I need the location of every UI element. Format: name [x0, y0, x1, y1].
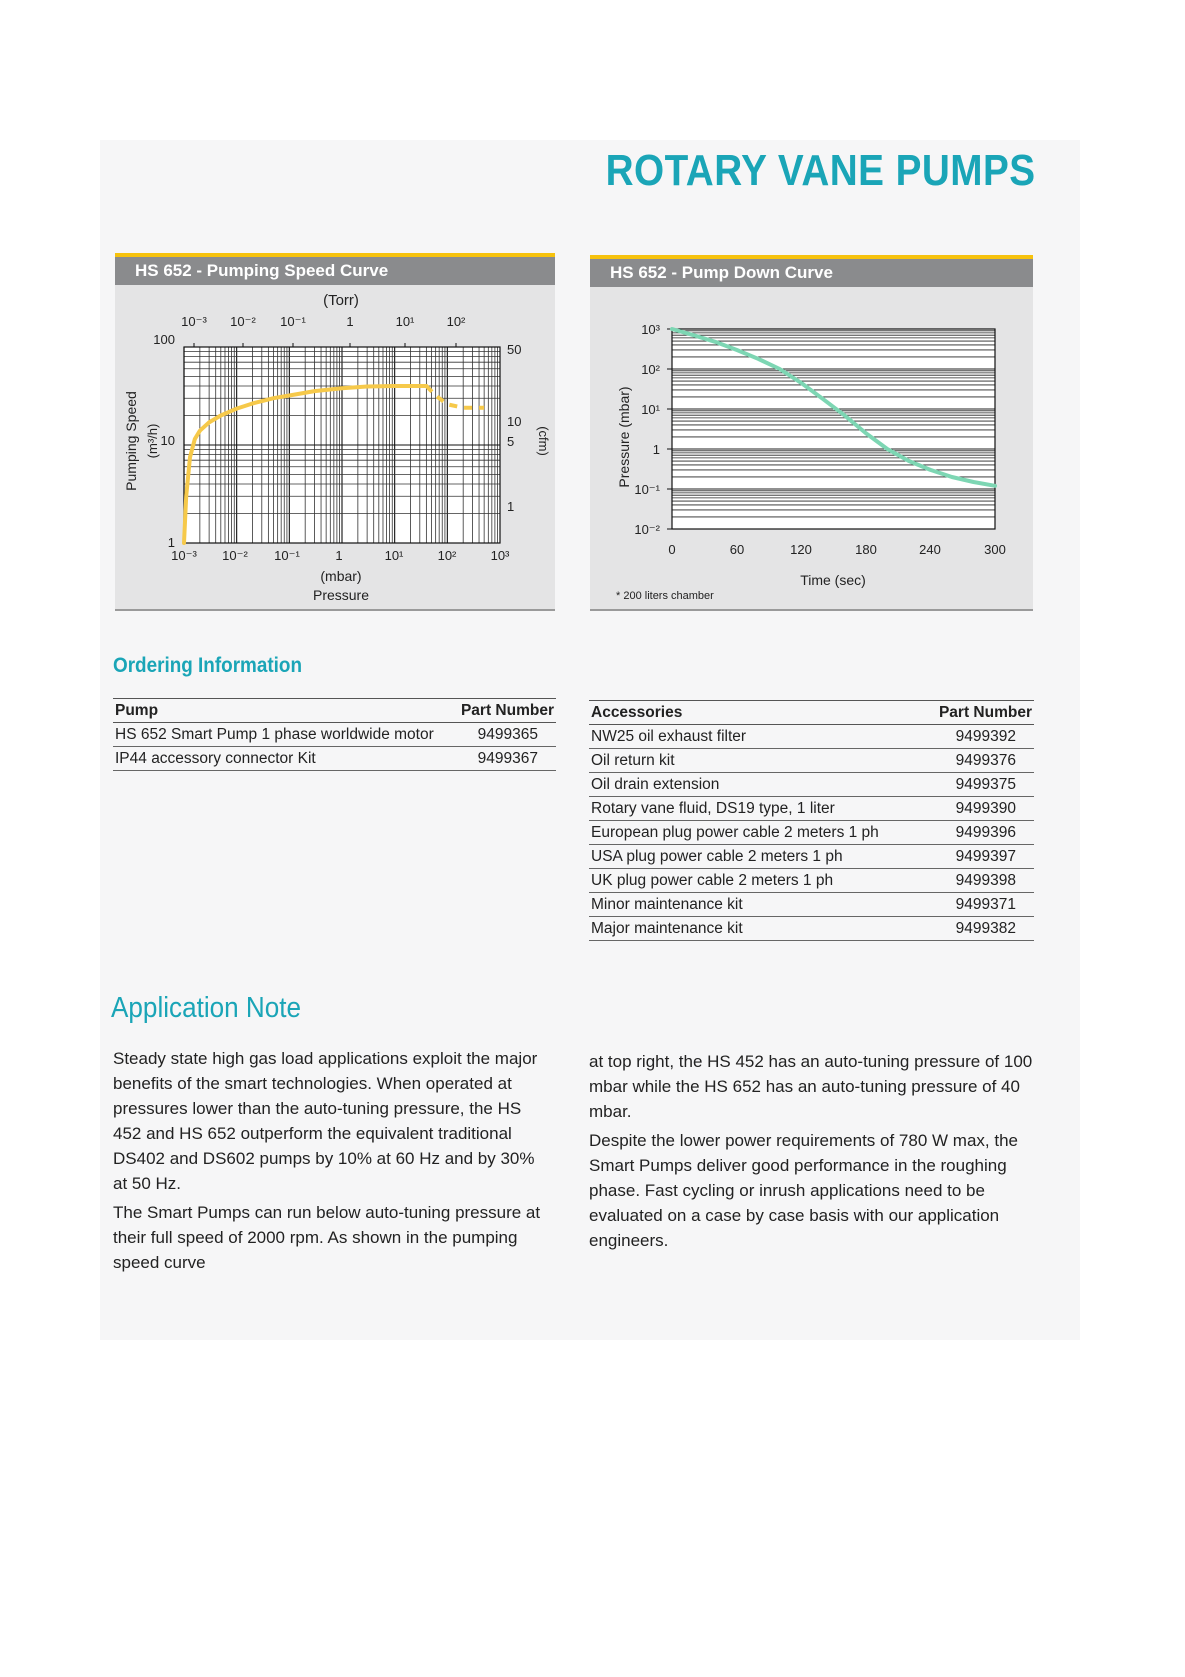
table-row — [589, 797, 1034, 821]
mbar-tick: 10⁻² — [222, 548, 248, 563]
x-tick: 120 — [790, 542, 812, 557]
torr-label: (Torr) — [323, 292, 359, 309]
column-header: Accessories — [589, 701, 924, 725]
y-tick: 1 — [652, 442, 660, 457]
y2-tick: 1 — [507, 499, 515, 514]
torr-tick: 10¹ — [395, 314, 415, 329]
y-tick: 10³ — [641, 322, 660, 337]
x-unit: (mbar) — [320, 568, 362, 584]
mbar-tick: 10¹ — [384, 548, 404, 563]
down-grid — [667, 329, 995, 529]
part-number: 9499396 — [924, 821, 1034, 845]
pump-table — [113, 698, 556, 771]
paragraph: Despite the lower power requirements of 780 W max, the Smart Pumps deliver good performance in the roughing phase. Fast cycling or inrush applications need to be evaluated on a case by case basis with our application engineers. — [589, 1131, 1018, 1250]
pumping-speed-header: HS 652 - Pumping Speed Curve — [115, 257, 555, 285]
mbar-tick: 10⁻¹ — [274, 548, 300, 563]
y-tick: 1 — [167, 535, 175, 550]
x-tick: 300 — [984, 542, 1006, 557]
part-number: 9499367 — [454, 747, 556, 771]
table-row — [589, 821, 1034, 845]
y-label: Pressure (mbar) — [616, 386, 632, 488]
y-tick: 10² — [641, 362, 660, 377]
item-description: European plug power cable 2 meters 1 ph — [589, 821, 924, 845]
x-tick: 240 — [919, 542, 941, 557]
table-header-row — [589, 701, 1034, 725]
mbar-tick: 10² — [437, 548, 457, 563]
torr-tick: 10⁻³ — [181, 314, 207, 329]
table-row — [589, 725, 1034, 749]
y-unit: (m³/h) — [145, 423, 160, 459]
y-tick: 10¹ — [641, 402, 660, 417]
x-tick: 0 — [668, 542, 676, 557]
table-row — [113, 723, 556, 747]
torr-tick: 1 — [346, 314, 354, 329]
x-tick: 60 — [729, 542, 745, 557]
pumping-speed-panel — [115, 253, 555, 611]
table-row — [589, 893, 1034, 917]
item-description: Rotary vane fluid, DS19 type, 1 liter — [589, 797, 924, 821]
page-title: ROTARY VANE PUMPS — [605, 146, 1035, 195]
pump-down-chart — [590, 287, 1033, 603]
item-description: UK plug power cable 2 meters 1 ph — [589, 869, 924, 893]
item-description: Oil return kit — [589, 749, 924, 773]
item-description: USA plug power cable 2 meters 1 ph — [589, 845, 924, 869]
table-row — [589, 749, 1034, 773]
y-tick: 100 — [153, 332, 175, 347]
paragraph: The Smart Pumps can run below auto-tuning pressure at their full speed of 2000 rpm. As shown in the pumping speed curve — [113, 1203, 541, 1272]
paragraph: Steady state high gas load applications exploit the major benefits of the smart technologies. When operated at pressures lower than the auto-tuning pressure, the HS 452 and HS 652 outperform the equivalent traditional DS402 and DS602 pumps by 10% at 60 Hz and by 30% at 50 Hz. — [113, 1049, 538, 1193]
y-tick: 10⁻² — [634, 522, 660, 537]
column-header: Part Number — [924, 701, 1034, 725]
torr-tick: 10⁻² — [230, 314, 256, 329]
table-row — [113, 747, 556, 771]
y2-tick: 5 — [507, 434, 515, 449]
item-description: Major maintenance kit — [589, 917, 924, 941]
application-note-right — [589, 1049, 1039, 1257]
y-tick: 10 — [160, 433, 175, 448]
part-number: 9499390 — [924, 797, 1034, 821]
table-header-row — [113, 699, 556, 723]
application-note-title: Application Note — [111, 992, 302, 1024]
column-header: Part Number — [454, 699, 556, 723]
y-label: Pumping Speed — [123, 391, 139, 491]
torr-tick: 10⁻¹ — [280, 314, 306, 329]
x-tick: 180 — [855, 542, 877, 557]
y-tick: 10⁻¹ — [634, 482, 660, 497]
chamber-footnote: * 200 liters chamber — [616, 590, 714, 602]
plot-area — [672, 329, 995, 529]
part-number: 9499365 — [454, 723, 556, 747]
table-row — [589, 869, 1034, 893]
table-row — [589, 917, 1034, 941]
column-header: Pump — [113, 699, 454, 723]
part-number: 9499398 — [924, 869, 1034, 893]
part-number: 9499376 — [924, 749, 1034, 773]
mbar-tick: 10⁻³ — [171, 548, 197, 563]
item-description: Minor maintenance kit — [589, 893, 924, 917]
x-label: Pressure — [312, 587, 370, 603]
accessories-table — [589, 700, 1034, 941]
speed-grid — [184, 343, 500, 543]
table-row — [589, 845, 1034, 869]
y2-tick: 50 — [507, 342, 522, 357]
part-number: 9499375 — [924, 773, 1034, 797]
pumping-speed-chart — [115, 285, 555, 603]
part-number: 9499397 — [924, 845, 1034, 869]
ordering-heading: Ordering Information — [113, 654, 302, 677]
paragraph: at top right, the HS 452 has an auto-tuning pressure of 100 mbar while the HS 652 has an auto-tuning pressure of 40 mbar. — [589, 1052, 1033, 1121]
item-description: HS 652 Smart Pump 1 phase worldwide motor — [113, 723, 454, 747]
y2-unit: (cfm) — [536, 426, 551, 456]
part-number: 9499382 — [924, 917, 1034, 941]
part-number: 9499392 — [924, 725, 1034, 749]
item-description: IP44 accessory connector Kit — [113, 747, 454, 771]
y2-tick: 10 — [507, 414, 522, 429]
x-label: Time (sec) — [800, 572, 866, 588]
part-number: 9499371 — [924, 893, 1034, 917]
item-description: Oil drain extension — [589, 773, 924, 797]
torr-tick: 10² — [446, 314, 466, 329]
mbar-tick: 10³ — [490, 548, 510, 563]
table-row — [589, 773, 1034, 797]
item-description: NW25 oil exhaust filter — [589, 725, 924, 749]
pump-down-panel — [590, 255, 1033, 611]
mbar-tick: 1 — [335, 548, 343, 563]
pump-down-header: HS 652 - Pump Down Curve — [590, 259, 1033, 287]
application-note-left — [113, 1046, 553, 1279]
